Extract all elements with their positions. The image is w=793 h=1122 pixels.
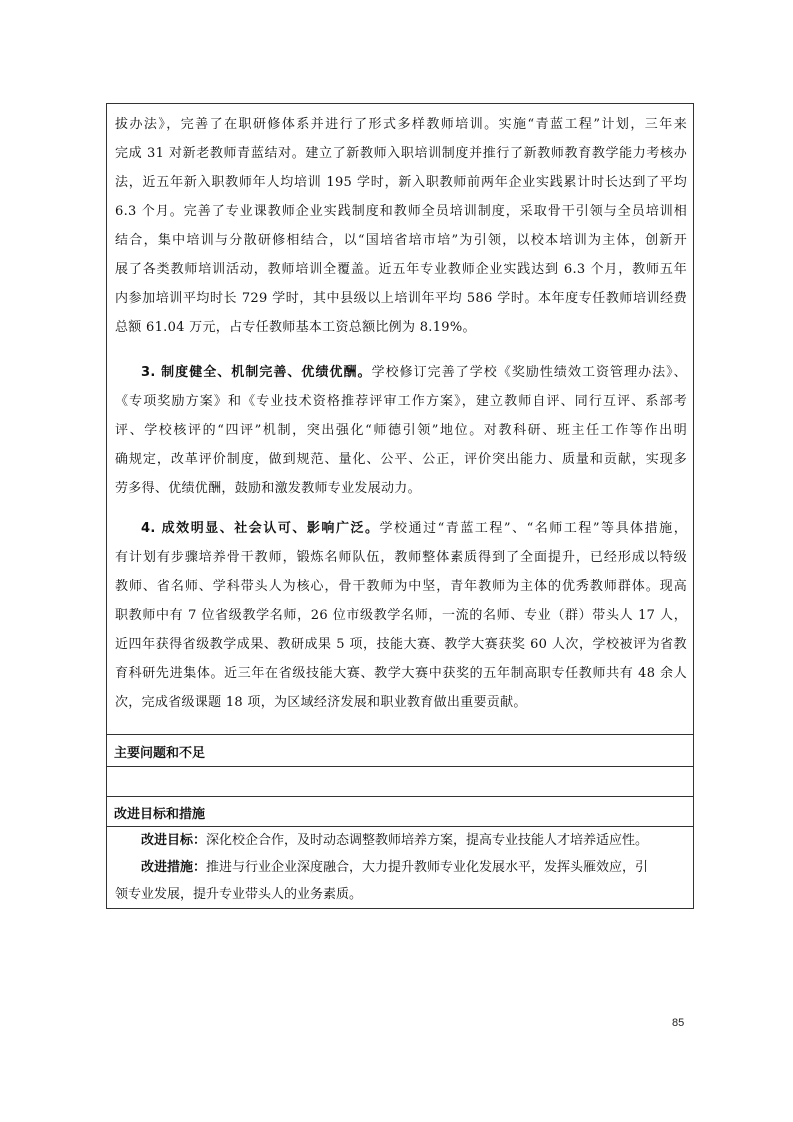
section-heading: 4. 成效明显、社会认可、影响广泛。 [141, 521, 380, 536]
text-line: 评、学校核评的“四评”机制，突出强化“师德引领”地位。对教科研、班主任工作等作出明 [115, 423, 687, 438]
goal-label: 改进目标： [141, 833, 207, 848]
measure-line-cont: 领专业发展，提升专业带头人的业务素质。 [115, 887, 363, 902]
text-line [115, 358, 687, 387]
text-line: 《专项奖励方案》和《专业技术资格推荐评审工作方案》，建立教师自评、同行互评、系部考 [115, 394, 687, 409]
text-line: 劳多得、优绩优酬，鼓励和激发教师专业发展动力。 [115, 481, 421, 496]
measure-line [115, 854, 687, 881]
problems-header: 主要问题和不足 [114, 746, 206, 761]
improvement-header-cell [107, 796, 693, 826]
page-number: 85 [672, 1017, 685, 1029]
text-line: 确规定，改革评价制度，做到规范、量化、公平、公正，评价突出能力、质量和贡献，实现多 [115, 452, 687, 467]
improvement-header: 改进目标和措施 [114, 807, 206, 822]
text-line: 职教师中有 7 位省级教学名师，26 位市级教学名师，一流的名师、专业（群）带头人 17 人， [115, 608, 687, 623]
improvement-content-cell [107, 826, 693, 910]
measure-label: 改进措施： [141, 860, 207, 875]
paragraph-results [115, 514, 687, 717]
narrative-cell [107, 104, 693, 738]
problems-header-cell [107, 734, 693, 766]
text-line: 育科研先进集体。近三年在省级技能大赛、教学大赛中获奖的五年制高职专任教师共有 48 余人 [115, 666, 687, 681]
text-line: 拔办法》，完善了在职研修体系并进行了形式多样教师培训。实施“青蓝工程”计划，三年来 [115, 117, 687, 132]
text-line: 内参加培训平均时长 729 学时，其中县级以上培训年平均 586 学时。本年度专任教师培训经费 [115, 291, 687, 306]
problems-content-cell [107, 766, 693, 796]
goal-text: 深化校企合作，及时动态调整教师培养方案，提高专业技能人才培养适应性。 [206, 833, 649, 848]
text-span: 学校通过“青蓝工程”、“名师工程”等具体措施， [379, 521, 687, 536]
text-line: 结合，集中培训与分散研修相结合，以“国培省培市培”为引领，以校本培训为主体，创新开 [115, 233, 687, 248]
paragraph-training [115, 110, 687, 342]
text-line: 法，近五年新入职教师年人均培训 195 学时，新入职教师前两年企业实践累计时长达到了平均 [115, 175, 687, 190]
goal-line [115, 827, 687, 854]
text-line: 近四年获得省级教学成果、教研成果 5 项，技能大赛、教学大赛获奖 60 人次，学校被评为省教 [115, 637, 687, 652]
text-line: 完成 31 对新老教师青蓝结对。建立了新教师入职培训制度并推行了新教师教育教学能力考核办 [115, 146, 687, 161]
text-span: 学校修订完善了学校《奖励性绩效工资管理办法》、 [371, 365, 687, 380]
text-line [115, 514, 687, 543]
paragraph-system [115, 358, 687, 503]
section-heading: 3. 制度健全、机制完善、优绩优酬。 [141, 365, 372, 380]
text-line: 有计划有步骤培养骨干教师，锻炼名师队伍，教师整体素质得到了全面提升，已经形成以特级 [115, 550, 687, 565]
text-line: 教师、省名师、学科带头人为核心，骨干教师为中坚，青年教师为主体的优秀教师群体。现高 [115, 579, 687, 594]
text-line: 展了各类教师培训活动，教师培训全覆盖。近五年专业教师企业实践达到 6.3 个月，教师五年 [115, 262, 687, 277]
text-line: 6.3 个月。完善了专业课教师企业实践制度和教师全员培训制度，采取骨干引领与全员培训相 [115, 204, 687, 219]
text-line: 总额 61.04 万元，占专任教师基本工资总额比例为 8.19%。 [115, 320, 476, 335]
measure-text: 推进与行业企业深度融合，大力提升教师专业化发展水平，发挥头雁效应，引 [206, 860, 649, 875]
text-line: 次，完成省级课题 18 项，为区域经济发展和职业教育做出重要贡献。 [115, 695, 527, 710]
report-table [106, 103, 694, 909]
improvement-block [115, 827, 687, 908]
